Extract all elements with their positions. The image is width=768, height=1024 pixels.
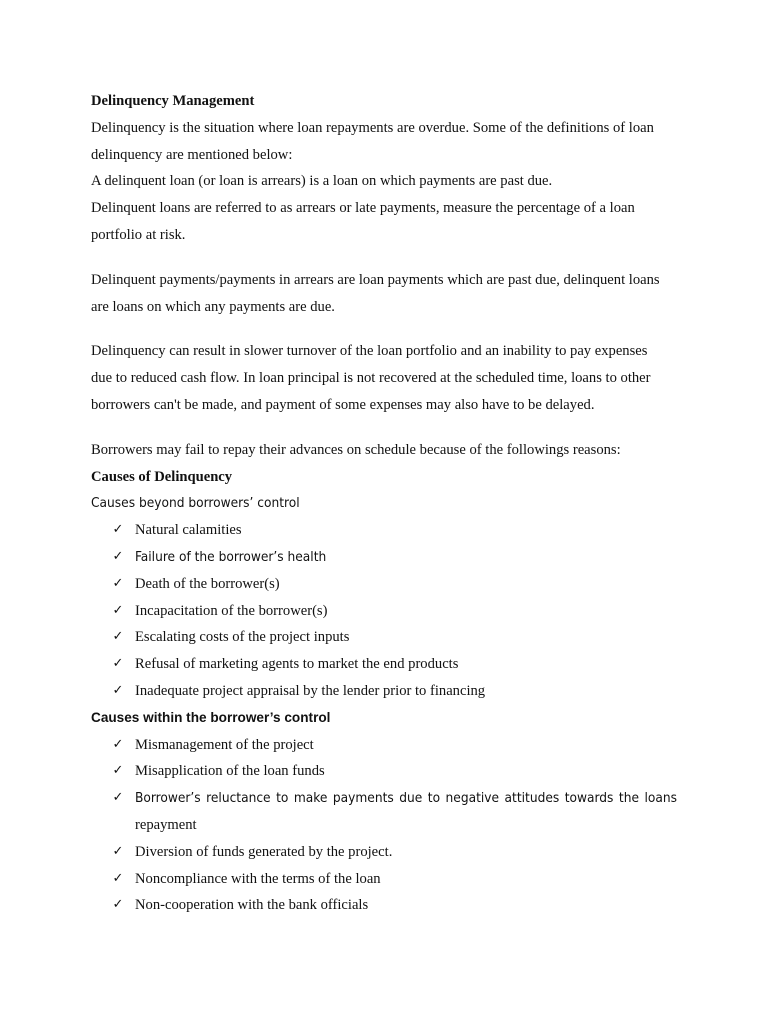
list-item bbox=[91, 732, 677, 759]
para3-line-3: borrowers can't be made, and payment of some expenses may also have to be delayed. bbox=[91, 396, 595, 413]
list-item-text: Misapplication of the loan funds bbox=[135, 763, 325, 780]
intro-line-2: delinquency are mentioned below: bbox=[91, 146, 293, 163]
paragraph-gap bbox=[91, 419, 677, 437]
list-item-text: Natural calamities bbox=[135, 522, 242, 539]
checkmark-icon: ✓ bbox=[112, 548, 124, 564]
checkmark-icon: ✓ bbox=[112, 602, 124, 618]
intro-line-1: Delinquency is the situation where loan repayments are overdue. Some of the definitions of loan bbox=[91, 119, 654, 136]
list-item-text: Incapacitation of the borrower(s) bbox=[135, 602, 328, 619]
list-item bbox=[91, 571, 677, 598]
list-item bbox=[91, 785, 677, 839]
checkmark-icon: ✓ bbox=[112, 522, 124, 538]
checkmark-icon: ✓ bbox=[112, 790, 124, 806]
list-item bbox=[91, 678, 677, 705]
list-item-text: Diversion of funds generated by the project. bbox=[135, 843, 393, 860]
document-title: Delinquency Management bbox=[91, 93, 255, 109]
checkmark-icon: ✓ bbox=[112, 763, 124, 779]
paragraph-gap bbox=[91, 249, 677, 267]
within-control-list bbox=[91, 732, 677, 920]
list-item bbox=[91, 866, 677, 893]
checkmark-icon: ✓ bbox=[112, 843, 124, 859]
para3-line-1: Delinquency can result in slower turnover of the loan portfolio and an inability to pay expenses bbox=[91, 343, 648, 360]
list-item-text: Failure of the borrower’s health bbox=[135, 548, 327, 565]
list-item bbox=[91, 544, 677, 571]
para3-line-2: due to reduced cash flow. In loan principal is not recovered at the scheduled time, loans to other bbox=[91, 370, 651, 387]
checkmark-icon: ✓ bbox=[112, 682, 124, 698]
list-item-text: Inadequate project appraisal by the lender prior to financing bbox=[135, 682, 486, 699]
list-item bbox=[91, 517, 677, 544]
intro-line-3: A delinquent loan (or loan is arrears) is a loan on which payments are past due. bbox=[91, 173, 553, 190]
document-page bbox=[91, 88, 677, 919]
intro-line-5: portfolio at risk. bbox=[91, 226, 186, 243]
para2-line-1: Delinquent payments/payments in arrears are loan payments which are past due, delinquent loans bbox=[91, 271, 660, 288]
paragraph-gap bbox=[91, 320, 677, 338]
para2-line-2: are loans on which any payments are due. bbox=[91, 298, 335, 315]
checkmark-icon: ✓ bbox=[112, 870, 124, 886]
checkmark-icon: ✓ bbox=[112, 575, 124, 591]
list-item bbox=[91, 651, 677, 678]
para4: Borrowers may fail to repay their advances on schedule because of the followings reasons: bbox=[91, 441, 621, 458]
beyond-control-list bbox=[91, 517, 677, 705]
list-item bbox=[91, 892, 677, 919]
list-item-text: Mismanagement of the project bbox=[135, 736, 314, 753]
list-item-text-line-2: repayment bbox=[135, 816, 197, 833]
causes-heading: Causes of Delinquency bbox=[91, 468, 233, 485]
list-item-text: Refusal of marketing agents to market the end products bbox=[135, 656, 459, 673]
beyond-control-heading: Causes beyond borrowers’ control bbox=[91, 495, 300, 512]
list-item-text: Non-cooperation with the bank officials bbox=[135, 897, 369, 914]
list-item bbox=[91, 758, 677, 785]
list-item-text: Escalating costs of the project inputs bbox=[135, 629, 350, 646]
within-control-heading: Causes within the borrower’s control bbox=[91, 709, 331, 725]
list-item bbox=[91, 839, 677, 866]
checkmark-icon: ✓ bbox=[112, 656, 124, 672]
intro-line-4: Delinquent loans are referred to as arrears or late payments, measure the percentage of a loan bbox=[91, 200, 635, 217]
list-item-text-line-1: Borrower’s reluctance to make payments due to negative attitudes towards the loans bbox=[135, 790, 677, 807]
list-item bbox=[91, 624, 677, 651]
checkmark-icon: ✓ bbox=[112, 736, 124, 752]
checkmark-icon: ✓ bbox=[112, 629, 124, 645]
list-item-text: Death of the borrower(s) bbox=[135, 575, 280, 592]
list-item bbox=[91, 598, 677, 625]
list-item-text: Noncompliance with the terms of the loan bbox=[135, 870, 381, 887]
checkmark-icon: ✓ bbox=[112, 897, 124, 913]
